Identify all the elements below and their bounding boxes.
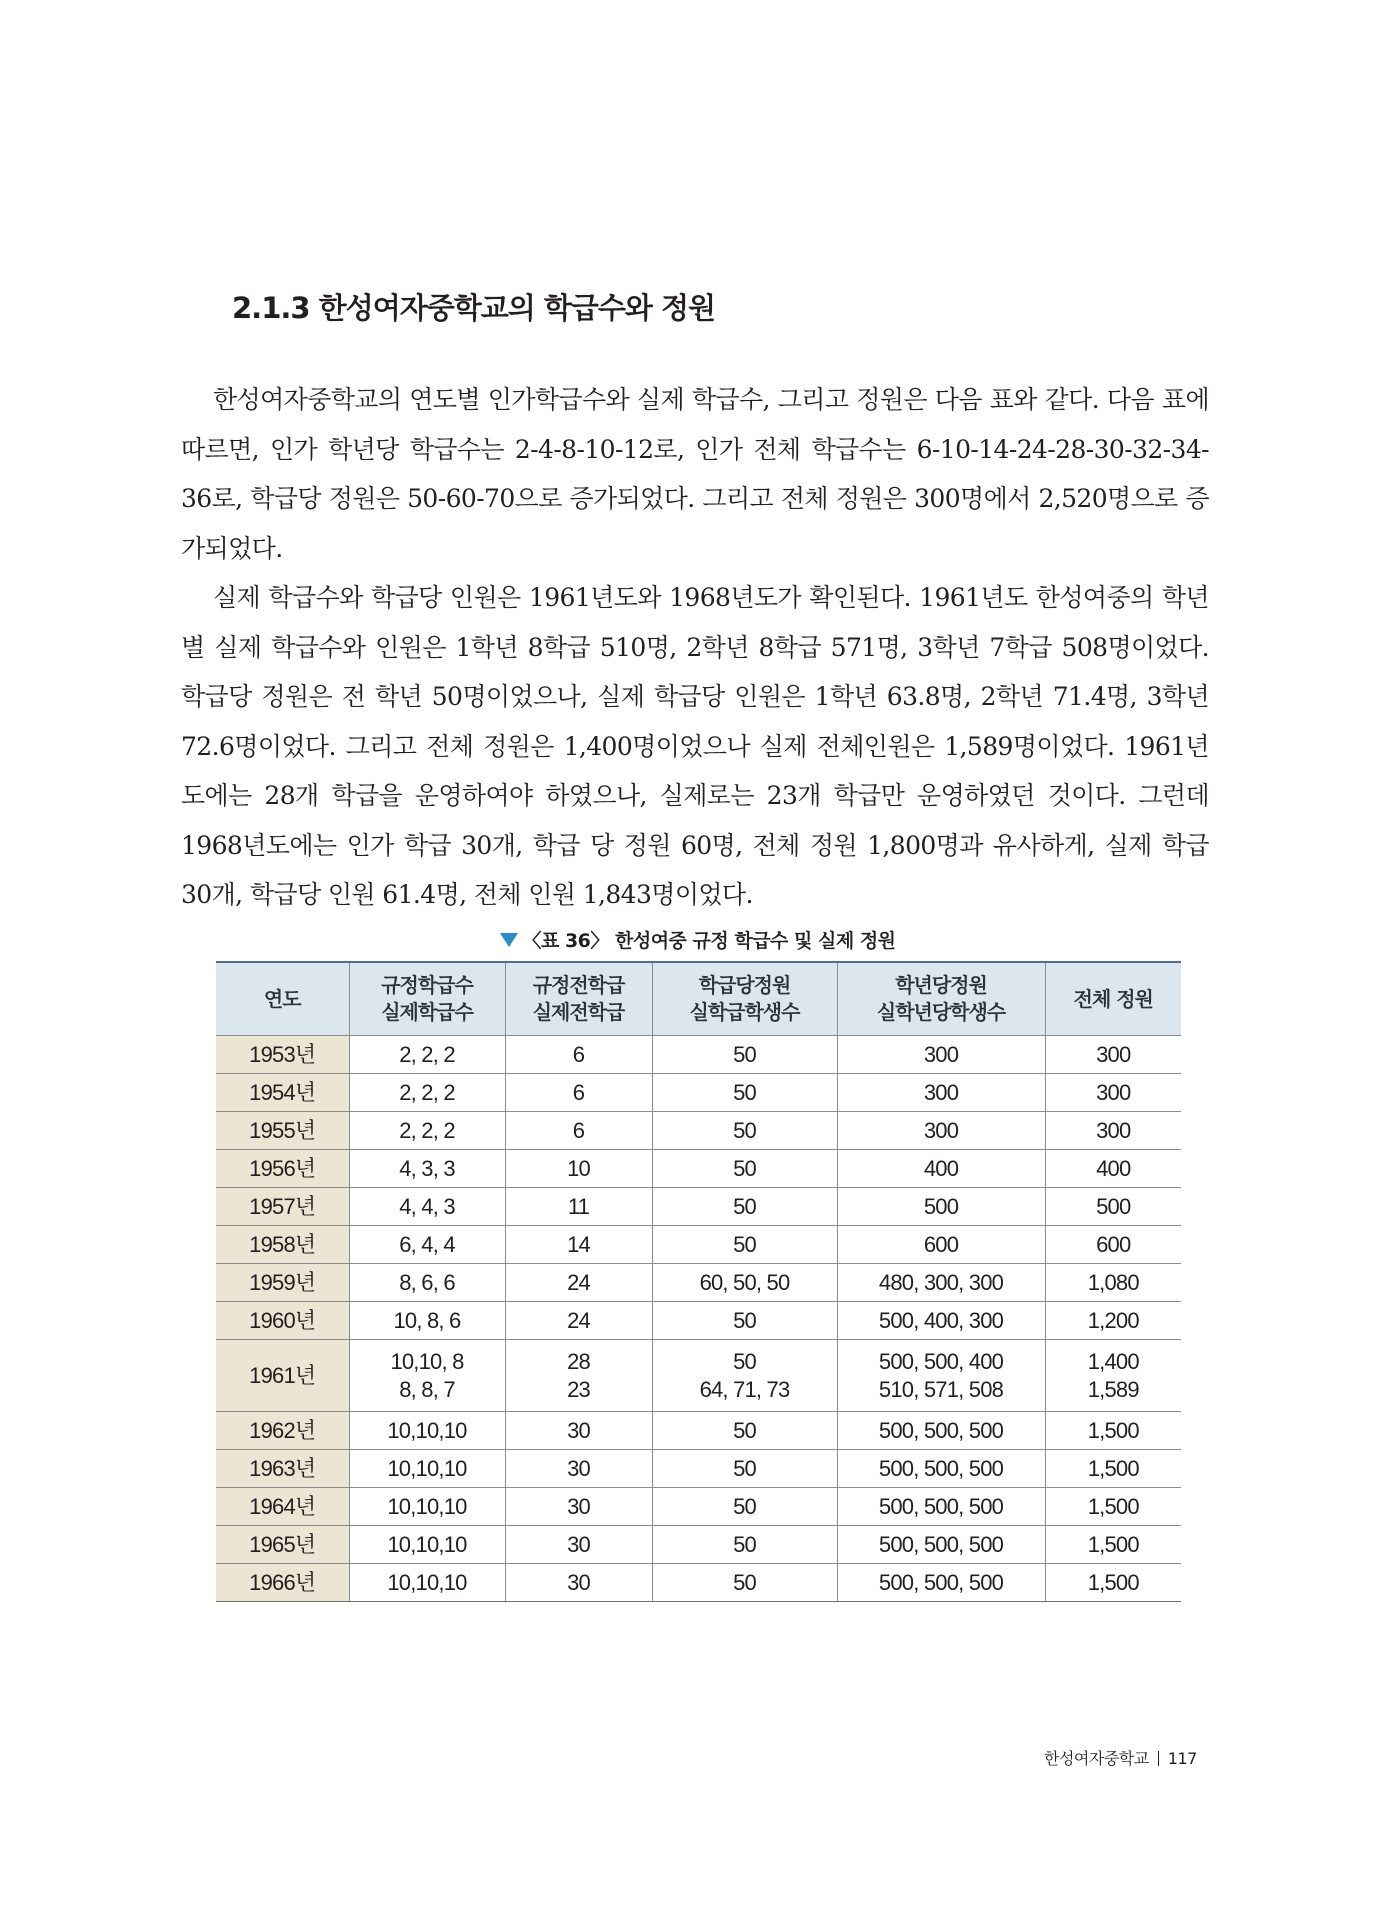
- cell-per-grade: 500, 500, 500: [837, 1526, 1045, 1564]
- body-text: [181, 375, 1209, 920]
- cell-year: 1961년: [216, 1340, 349, 1412]
- cell-classes: 2, 2, 2: [349, 1074, 505, 1112]
- cell-classes: 6, 4, 4: [349, 1226, 505, 1264]
- header-year: 연도: [216, 962, 349, 1036]
- cell-total: 500: [1045, 1188, 1181, 1226]
- table-row: [216, 1150, 1181, 1188]
- cell-per-grade: 500, 500, 400 510, 571, 508: [837, 1340, 1045, 1412]
- cell-classes: 10,10,10: [349, 1564, 505, 1602]
- cell-per-grade: 500, 400, 300: [837, 1302, 1045, 1340]
- cell-total: 1,500: [1045, 1412, 1181, 1450]
- cell-per-class: 50: [652, 1412, 837, 1450]
- cell-total-classes: 6: [505, 1074, 652, 1112]
- table-header-row: [216, 962, 1181, 1036]
- cell-total: 300: [1045, 1036, 1181, 1074]
- table-row: [216, 1564, 1181, 1602]
- page-footer: [1044, 1746, 1197, 1769]
- header-classes: 규정학급수 실제학급수: [349, 962, 505, 1036]
- cell-per-class: 50: [652, 1226, 837, 1264]
- cell-year: 1954년: [216, 1074, 349, 1112]
- cell-year: 1964년: [216, 1488, 349, 1526]
- cell-total-classes: 30: [505, 1488, 652, 1526]
- cell-per-class: 50: [652, 1074, 837, 1112]
- footer-school-name: 한성여자중학교: [1044, 1749, 1149, 1768]
- table-row: [216, 1074, 1181, 1112]
- cell-per-class: 50: [652, 1036, 837, 1074]
- table-row: [216, 1036, 1181, 1074]
- cell-total-classes: 30: [505, 1526, 652, 1564]
- cell-classes: 10,10,10: [349, 1450, 505, 1488]
- cell-classes: 10,10,10: [349, 1526, 505, 1564]
- footer-divider: [1158, 1751, 1159, 1766]
- cell-total: 1,500: [1045, 1450, 1181, 1488]
- cell-total-classes: 24: [505, 1302, 652, 1340]
- cell-per-class: 50: [652, 1188, 837, 1226]
- cell-total-classes: 10: [505, 1150, 652, 1188]
- cell-per-grade: 300: [837, 1074, 1045, 1112]
- cell-total-classes: 14: [505, 1226, 652, 1264]
- cell-total-classes: 30: [505, 1412, 652, 1450]
- cell-classes: 10,10,10: [349, 1488, 505, 1526]
- cell-per-class: 60, 50, 50: [652, 1264, 837, 1302]
- cell-per-class: 50: [652, 1526, 837, 1564]
- cell-per-class: 50: [652, 1150, 837, 1188]
- cell-per-grade: 500, 500, 500: [837, 1412, 1045, 1450]
- cell-classes: 4, 3, 3: [349, 1150, 505, 1188]
- cell-per-class: 50 64, 71, 73: [652, 1340, 837, 1412]
- table-row-1961: [216, 1340, 1181, 1412]
- cell-total: 300: [1045, 1112, 1181, 1150]
- cell-total: 1,500: [1045, 1564, 1181, 1602]
- cell-total: 600: [1045, 1226, 1181, 1264]
- cell-per-grade: 500, 500, 500: [837, 1564, 1045, 1602]
- table-row: [216, 1264, 1181, 1302]
- quota-table: [216, 961, 1181, 1602]
- cell-classes: 4, 4, 3: [349, 1188, 505, 1226]
- cell-per-grade: 480, 300, 300: [837, 1264, 1045, 1302]
- header-total-classes: 규정전학급 실제전학급: [505, 962, 652, 1036]
- cell-per-class: 50: [652, 1450, 837, 1488]
- cell-total-classes: 28 23: [505, 1340, 652, 1412]
- cell-total: 400: [1045, 1150, 1181, 1188]
- table-row: [216, 1226, 1181, 1264]
- cell-total: 1,500: [1045, 1526, 1181, 1564]
- cell-year: 1953년: [216, 1036, 349, 1074]
- cell-classes: 10,10,10: [349, 1412, 505, 1450]
- paragraph: 한성여자중학교의 연도별 인가학급수와 실제 학급수, 그리고 정원은 다음 표와 같다. 다음 표에 따르면, 인가 학년당 학급수는 2-4-8-10-12로, 인가 전체 학급수는 6-10-14-24-28-30-32-34-36로, 학급당 정원은 50-60-70으로 증가되었다. 그리고 전체 정원은 300명에서 2,520명으로 증가되었다.: [181, 385, 1209, 563]
- cell-total-classes: 30: [505, 1450, 652, 1488]
- cell-per-class: 50: [652, 1564, 837, 1602]
- table-row: [216, 1526, 1181, 1564]
- cell-total-classes: 24: [505, 1264, 652, 1302]
- cell-year: 1955년: [216, 1112, 349, 1150]
- cell-year: 1962년: [216, 1412, 349, 1450]
- cell-per-grade: 600: [837, 1226, 1045, 1264]
- cell-classes: 10, 8, 6: [349, 1302, 505, 1340]
- cell-year: 1960년: [216, 1302, 349, 1340]
- table-row: [216, 1112, 1181, 1150]
- cell-year: 1959년: [216, 1264, 349, 1302]
- table-row: [216, 1412, 1181, 1450]
- cell-per-grade: 300: [837, 1112, 1045, 1150]
- cell-per-class: 50: [652, 1112, 837, 1150]
- table-caption-text: 〈표 36〉 한성여중 규정 학급수 및 실제 정원: [522, 930, 896, 952]
- cell-year: 1956년: [216, 1150, 349, 1188]
- cell-total-classes: 6: [505, 1036, 652, 1074]
- table-row: [216, 1188, 1181, 1226]
- table-row: [216, 1450, 1181, 1488]
- cell-total-classes: 6: [505, 1112, 652, 1150]
- cell-total: 300: [1045, 1074, 1181, 1112]
- cell-total: 1,500: [1045, 1488, 1181, 1526]
- cell-per-grade: 300: [837, 1036, 1045, 1074]
- table-row: [216, 1488, 1181, 1526]
- cell-per-grade: 500, 500, 500: [837, 1488, 1045, 1526]
- cell-total: 1,200: [1045, 1302, 1181, 1340]
- cell-classes: 2, 2, 2: [349, 1112, 505, 1150]
- cell-year: 1963년: [216, 1450, 349, 1488]
- cell-year: 1958년: [216, 1226, 349, 1264]
- cell-per-class: 50: [652, 1488, 837, 1526]
- paragraph: 실제 학급수와 학급당 인원은 1961년도와 1968년도가 확인된다. 1961년도 한성여중의 학년별 실제 학급수와 인원은 1학년 8학급 510명, 2학년 8학급 571명, 3학년 7학급 508명이었다. 학급당 정원은 전 학년 50명이었으나, 실제 학급당 인원은 1학년 63.8명, 2학년 71.4명, 3학년 72.6명이었다. 그리고 전체 정원은 1,400명이었으나 실제 전체인원은 1,589명이었다. 1961년도에는 28개 학급을 운영하여야 하였으나, 실제로는 23개 학급만 운영하였던 것이다. 그런데 1968년도에는 인가 학급 30개, 학급 당 정원 60명, 전체 정원 1,800명과 유사하게, 실제 학급 30개, 학급당 인원 61.4명, 전체 인원 1,843명이었다.: [181, 583, 1209, 909]
- cell-per-grade: 500: [837, 1188, 1045, 1226]
- cell-per-grade: 400: [837, 1150, 1045, 1188]
- header-per-grade: 학년당정원 실학년당학생수: [837, 962, 1045, 1036]
- page-number: 117: [1167, 1749, 1197, 1768]
- cell-per-class: 50: [652, 1302, 837, 1340]
- cell-year: 1965년: [216, 1526, 349, 1564]
- cell-year: 1957년: [216, 1188, 349, 1226]
- header-total: 전체 정원: [1045, 962, 1181, 1036]
- header-per-class: 학급당정원 실학급학생수: [652, 962, 837, 1036]
- cell-total-classes: 30: [505, 1564, 652, 1602]
- cell-total: 1,400 1,589: [1045, 1340, 1181, 1412]
- section-heading: 2.1.3 한성여자중학교의 학급수와 정원: [232, 291, 716, 325]
- cell-per-grade: 500, 500, 500: [837, 1450, 1045, 1488]
- triangle-down-icon: [500, 933, 518, 947]
- cell-year: 1966년: [216, 1564, 349, 1602]
- table-row: [216, 1302, 1181, 1340]
- table-caption: [216, 926, 1180, 953]
- cell-total: 1,080: [1045, 1264, 1181, 1302]
- cell-classes: 10,10, 8 8, 8, 7: [349, 1340, 505, 1412]
- cell-classes: 2, 2, 2: [349, 1036, 505, 1074]
- cell-total-classes: 11: [505, 1188, 652, 1226]
- cell-classes: 8, 6, 6: [349, 1264, 505, 1302]
